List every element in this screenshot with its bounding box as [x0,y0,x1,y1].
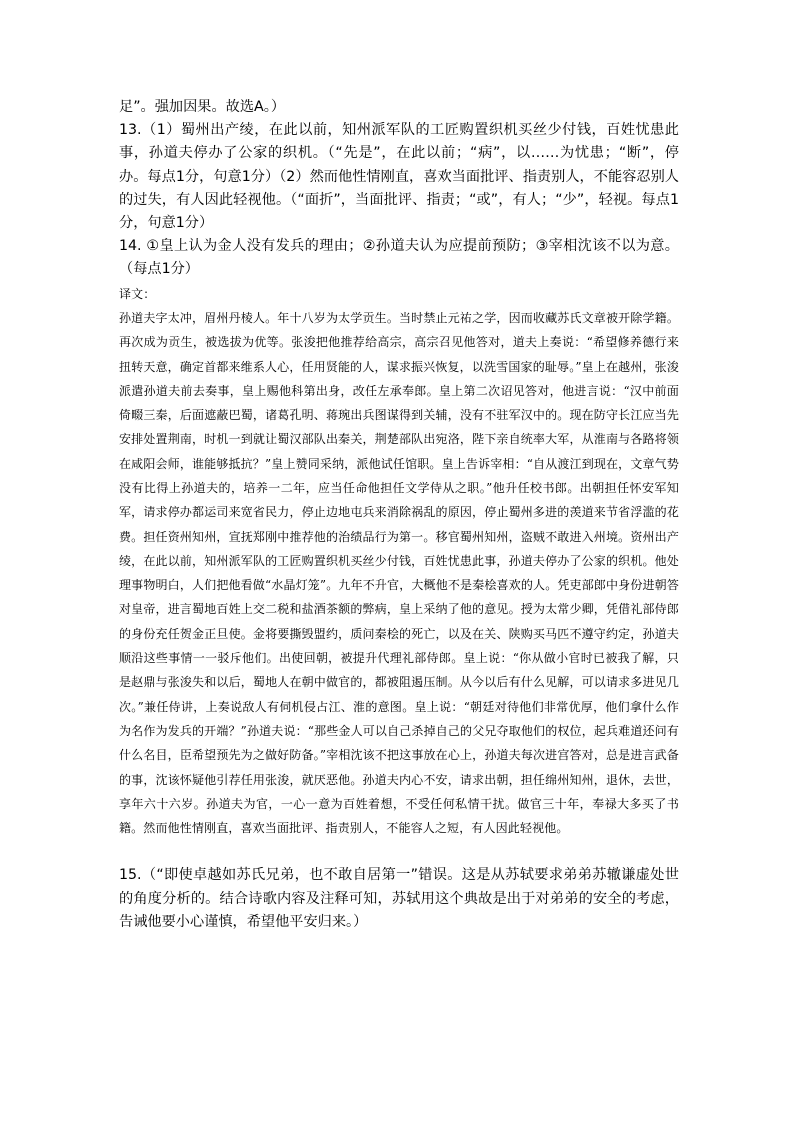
translation-label: 译文： [119,286,156,301]
answer-continuation: 足”。强加因果。故选A。） [119,99,286,115]
translation-text: 孙道夫字太冲，眉州丹棱人。年十八岁为太学贡生。当时禁止元祐之学，因而收藏苏氏文章被开除学籍。再次成为贡生，被选拔为优等。张浚把他推荐给高宗，高宗召见他答对，道夫上奏说：“希望修养德行来扭转天意，确定首都来维系人心，任用贤能的人，谋求振兴恢复，以洗雪国家的耻辱。”皇上在越州，张浚派遣孙道夫前去奏事，皇上赐他科第出身，改任左承奉郎。皇上第二次诏见答对，他进言说：“汉中前面倚畷三秦，后面遮蔽巴蜀，诸葛孔明、蒋琬出兵图谋得到关辅，没有不驻军汉中的。现在防守长江应当先安排处置荆南，时机一到就让蜀汉部队出秦关，荆楚部队出宛洛，陛下亲自统率大军，从淮南与各路将领在咸阳会师，谁能够抵抗？”皇上赞同采纳，派他试任馆职。皇上告诉宰相：“自从渡江到现在，文章气势没有比得上孙道夫的，培养一二年，应当任命他担任文学侍从之职。”他升任校书郎。出朝担任怀安军知军，请求停办都运司来宽省民力，停止边地屯兵来消除祸乱的原因，停止蜀州多进的羡道来节省浮滥的花费。担任资州知州，宣抚郑刚中推荐他的治绩品行为第一。移官蜀州知州，盗贼不敢进入州境。资州出产绫，在此以前，知州派军队的工匠购置织机买丝少付钱，百姓忧患此事，孙道夫停办了公家的织机。他处理事物明白，人们把他看做“水晶灯笼”。九年不升官，大概他不是秦桧喜欢的人。凭吏部郎中身份进朝答对皇帝，进言蜀地百姓上交二税和盐酒茶额的弊病，皇上采纳了他的意见。授为太常少卿，凭借礼部侍郎的身份充任贺金正旦使。金将要撕毁盟约，质问秦桧的死亡，以及在关、陕购买马匹不遵守约定，孙道夫顺沿这些事情一一驳斥他们。出使回朝，被提升代理礼部侍郎。皇上说：“你从做小官时已被我了解，只是赵鼎与张浚失和以后，蜀地人在朝中做官的，都被阻遏压制。从今以后有什么见解，可以请求多进见几次。”兼任侍讲，上奏说敌人有伺机侵占江、淮的意图。皇上说：“朝廷对待他们非常优厚，他们拿什么作为名作为发兵的开端？”孙道夫说：“那些金人可以自己杀掉自己的父兄夺取他们的权位，起兵难道还问有什么名目，臣希望预先为之做好防备。”宰相沈该不把这事放在心上，孙道夫每次进宫答对，总是进言武备的事，沈该怀疑他引荐任用张浚，就厌恶他。孙道夫内心不安，请求出朝，担任绵州知州，退休，去世，享年六十六岁。孙道夫为官，一心一意为百姓着想，不受任何私情干扰。做官三十年，奉禄大多买了书籍。然而他性情刚直，喜欢当面批评、指责别人，不能容人之短，有人因此轻视他。 [119,310,679,836]
answer-15: 15.（“即使卓越如苏氏兄弟，也不敢自居第一”错误。这是从苏轼要求弟弟苏辙谦虚处世的角度分析的。结合诗歌内容及注释可知，苏轼用这个典故是出于对弟弟的安全的考虑，告诫他要小心谨慎，希望他平安归来。） [119,867,679,930]
answer-14: 14. ①皇上认为金人没有发兵的理由；②孙道夫认为应提前预防；③宰相沈该不以为意。（每点1分） [119,238,679,278]
answer-13: 13.（1）蜀州出产绫，在此以前，知州派军队的工匠购置织机买丝少付钱，百姓忧患此事，孙道夫停办了公家的织机。（“先是”，在此以前；“病”，以……为忧患；“断”，停办。每点1分，句意1分）（2）然而他性情刚直，喜欢当面批评、指责别人，不能容忍别人的过失，有人因此轻视他。（“面折”，当面批评、指责；“或”，有人；“少”，轻视。每点1分，句意1分） [119,122,679,232]
answer-page [119,96,679,934]
section-gap [119,840,679,864]
